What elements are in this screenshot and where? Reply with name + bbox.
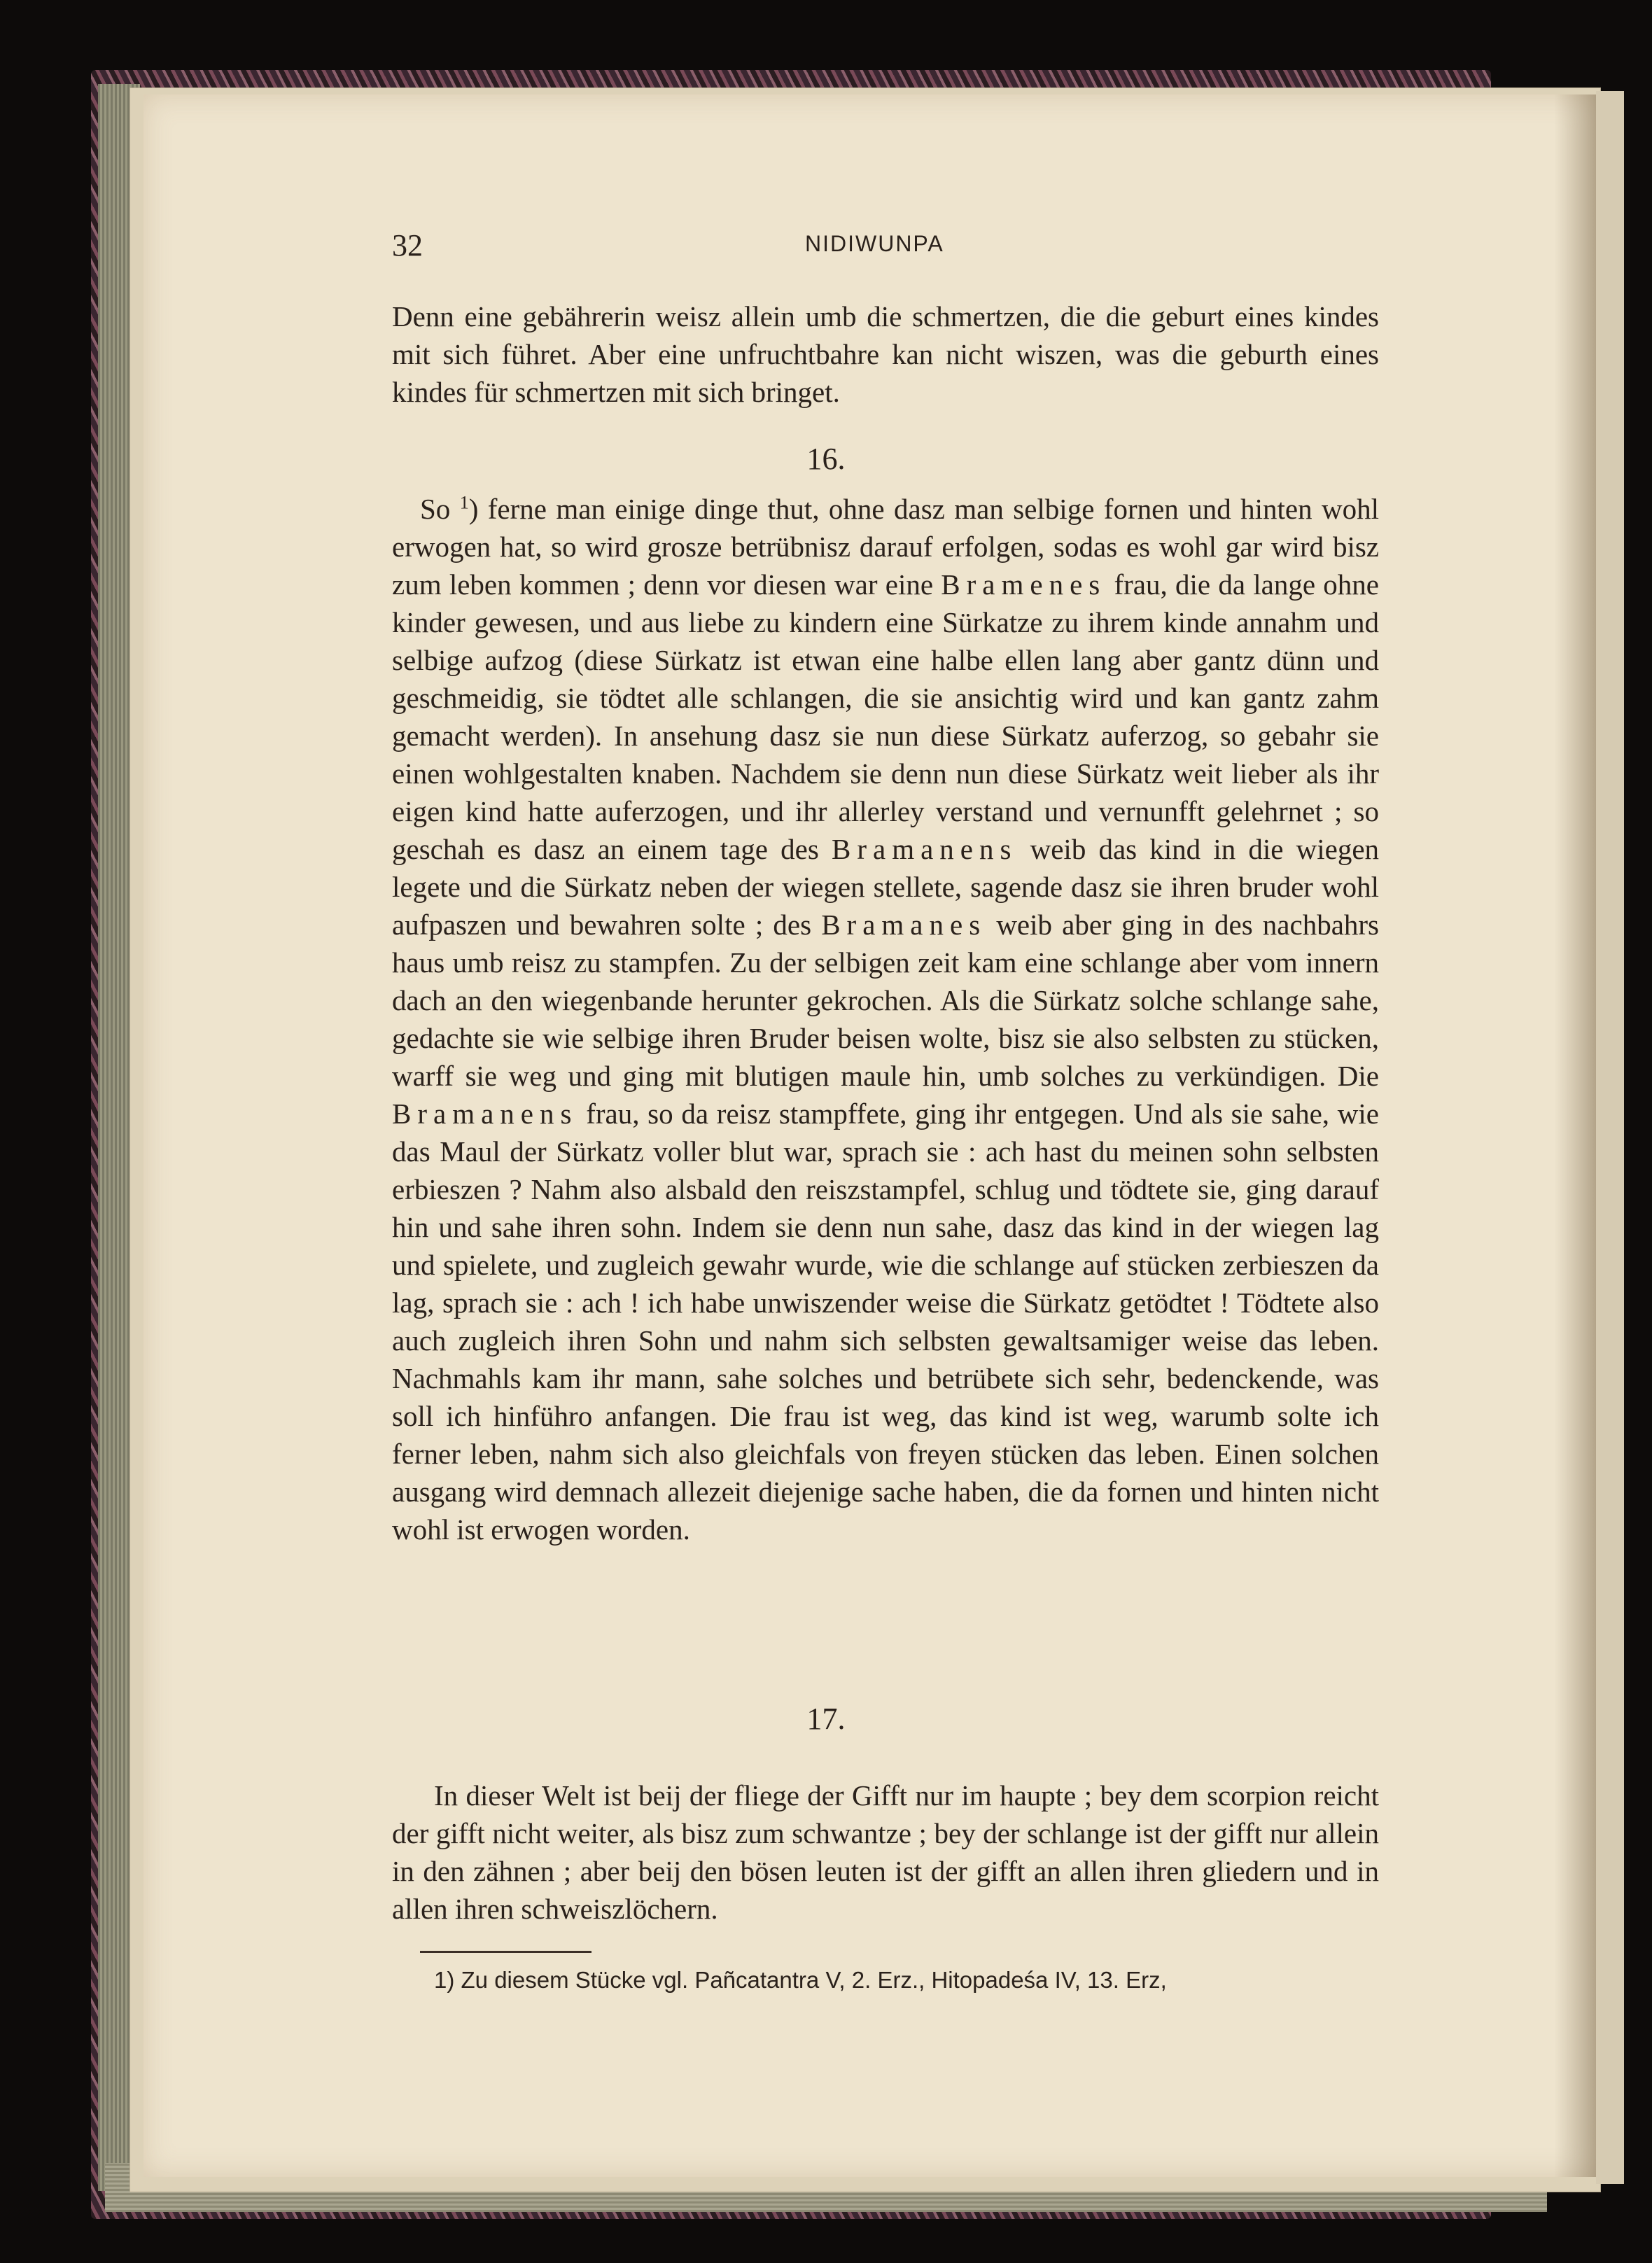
text-part-2: frau, die da lange ohne kinder gewesen, und aus liebe zu kindern eine Sürkatze zu ihrem kinde annahm und selbige aufzog (diese Sürkatz ist etwan eine halbe ellen lang aber gantz dünn und geschmeidig, sie tödtet alle schlangen, die sie ansichtig wird und kan gantz zahm gemacht werden). In ansehung dasz sie nun diese Sürkatz auferzog, so gebahr sie einen wohlgestalten knaben. Nachdem sie denn nun diese Sürkatz weit lieber als ihr eigen kind hatte auferzogen, und ihr allerley verstand und vernunfft gelehrnet ; so geschah es dasz an einem tage des — [392, 568, 1380, 865]
footnote-rule — [420, 1951, 592, 1953]
footnote-marker: 1) — [434, 1967, 455, 1993]
text-part-5: frau, so da reisz stampffete, ging ihr entgegen. Und als sie sahe, wie das Maul der Sürkatz voller blut war, sprach sie : ach hast du meinen sohn selbsten erbieszen ? Nahm also alsbald den reiszstampfel, schlug und tödtete sie, ging darauf hin und sahe ihren sohn. Indem sie denn nun sahe, dasz das kind in der wiegen lag und spielete, und zugleich gewahr wurde, wie die schlange auf stücken zerbieszen da lag, sprach sie : ach ! ich habe unwiszender weise die Sürkatz getödtet ! Tödtete also auch zugleich ihren Sohn und nahm sich selbsten gewaltsamiger weise das leben. Nachmahls kam ihr mann, sahe solches und betrübete sich sehr, bedenckende, was soll ich hinführo anfangen. Die frau ist weg, das kind ist weg, warumb solte ich ferner leben, nahm sich also gleichfals von freyen stücken das leben. Einen solchen ausgang wird demnach allezeit diejenige sache haben, die da fornen und hinten nicht wohl ist erwogen worden. — [392, 1098, 1379, 1546]
section-16-number: 16. — [806, 442, 846, 476]
page-edge-right — [1596, 91, 1624, 2184]
name-bramanes: Bramanes — [821, 909, 987, 941]
section-17-number: 17. — [806, 1702, 846, 1736]
text-part-3: weib das kind in die wiegen legete und die Sürkatz neben der wiegen stellete, sagende dasz sie ihren bruder wohl aufpaszen und bewahren solte ; des — [392, 833, 1380, 941]
page-number: 32 — [392, 228, 423, 262]
footnote-ref: 1 — [459, 492, 469, 513]
footnote — [434, 1967, 1167, 1994]
footnote-text: Zu diesem Stücke vgl. Pañcatantra V, 2. Erz., Hitopadeśa IV, 13. Erz, — [461, 1967, 1167, 1993]
text-part-1: ) ferne man einige dinge thut, ohne dasz man selbige fornen und hinten wohl erwogen hat, so wird grosze betrübnisz darauf erfolgen, sodas es wohl gar wird bisz zum leben kommen ; denn vor diesen war eine — [392, 493, 1379, 601]
text-part-4: weib aber ging in des nachbahrs haus umb reisz zu stampfen. Zu der selbigen zeit kam eine schlange aber vom innern dach an den wiegenbande herunter gekrochen. Als die Sürkatz solche schlange sahe, gedachte sie wie selbige ihren Bruder beisen wolte, bisz sie also selbsten zu stücken, warff sie weg und ging mit blutigen maule hin, umb solches zu verkündigen. Die — [392, 909, 1380, 1092]
intro-paragraph: Denn eine gebährerin weisz allein umb die schmertzen, die die geburt eines kindes mit sich führet. Aber eine unfruchtbahre kan nicht wiszen, was die geburth eines kindes für schmertzen mit sich bringet. — [392, 300, 1379, 408]
section-16-paragraph — [392, 490, 1379, 1548]
lead-word: So — [420, 493, 451, 525]
name-bramanens-2: Bramanens — [392, 1098, 578, 1130]
name-bramanens-1: Bramanens — [832, 833, 1018, 865]
name-bramenes: Bramenes — [941, 568, 1107, 601]
section-17-paragraph: In dieser Welt ist beij der fliege der Gifft nur im haupte ; bey dem scorpion reicht der gifft nicht weiter, als bisz zum schwantze ; bey der schlange ist der gifft nur allein in den zähnen ; aber beij den bösen leuten ist der gifft an allen ihren gliedern und in allen ihren schweiszlöchern. — [392, 1779, 1379, 1925]
running-title: NIDIWUNPA — [805, 231, 944, 256]
